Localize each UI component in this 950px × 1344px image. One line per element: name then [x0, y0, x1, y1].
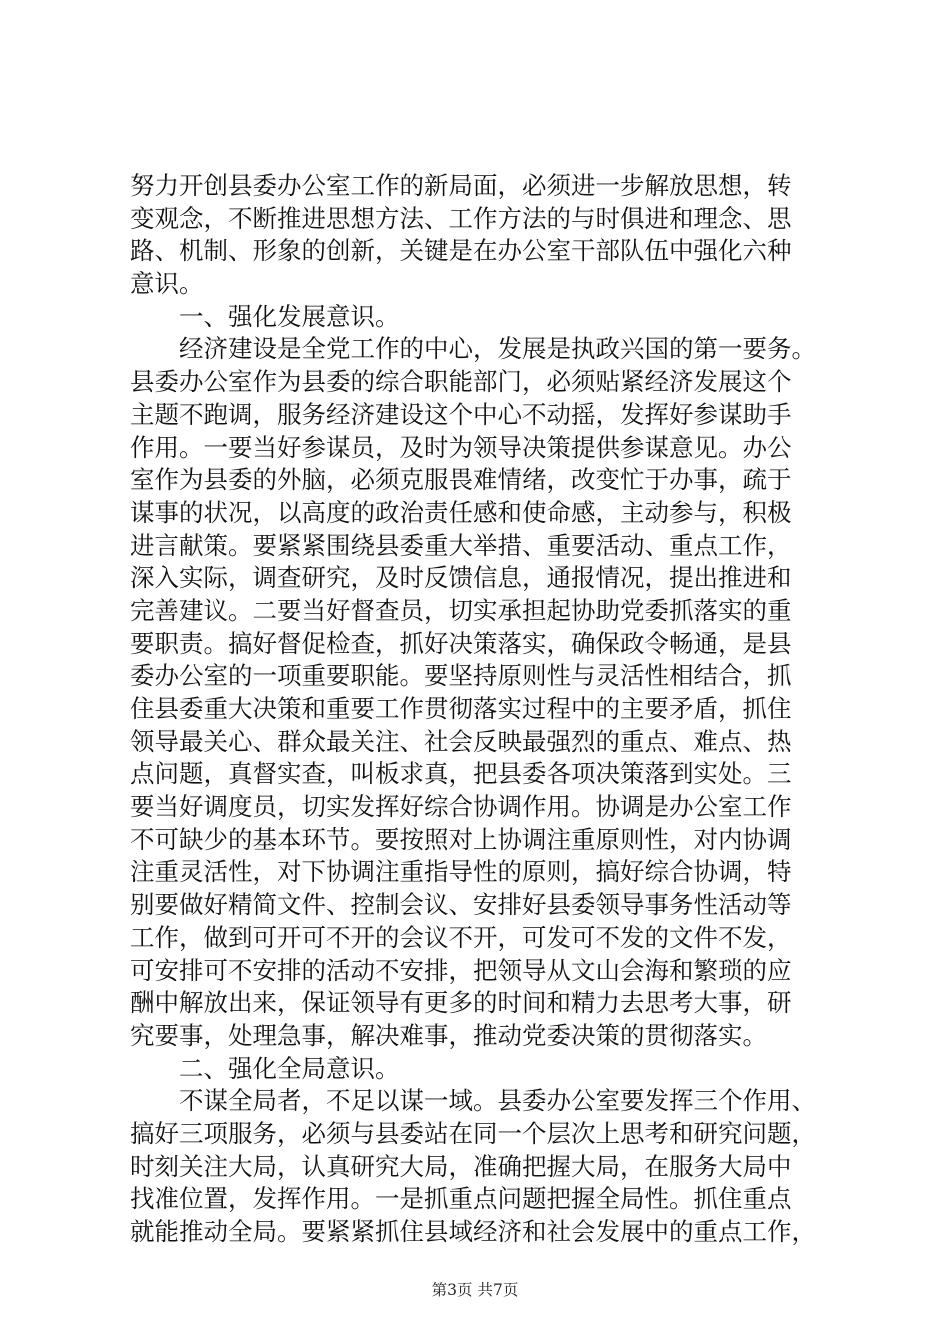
- document-body: [130, 170, 850, 1249]
- text-line: 时刻关注大局，认真研究大局，准确把握大局，在服务大局中: [130, 1151, 792, 1181]
- text-line: 可安排可不安排的活动不安排，把领导从文山会海和繁琐的应: [130, 955, 792, 985]
- text-line: 二、强化全局意识。: [179, 1053, 400, 1083]
- text-line: 点问题，真督实查，叫板求真，把县委各项决策落到实处。三: [130, 759, 792, 789]
- text-line: 经济建设是全党工作的中心，发展是执政兴国的第一要务。: [179, 334, 816, 364]
- text-line: 领导最关心、群众最关注、社会反映最强烈的重点、难点、热: [130, 726, 792, 756]
- text-line: 进言献策。要紧紧围绕县委重大举措、重要活动、重点工作，: [130, 530, 792, 560]
- text-line: 酬中解放出来，保证领导有更多的时间和精力去思考大事，研: [130, 988, 792, 1018]
- text-line: 作用。一要当好参谋员，及时为领导决策提供参谋意见。办公: [130, 432, 792, 462]
- text-line: 主题不跑调，服务经济建设这个中心不动摇，发挥好参谋助手: [130, 399, 792, 429]
- text-line: 工作，做到可开可不开的会议不开，可发可不发的文件不发，: [130, 922, 792, 952]
- text-line: 就能推动全局。要紧紧抓住县域经济和社会发展中的重点工作，: [130, 1217, 816, 1246]
- text-line: 意识。: [130, 269, 204, 299]
- text-line: 别要做好精简文件、控制会议、安排好县委领导事务性活动等: [130, 890, 792, 920]
- page-number-footer: 第3页 共7页: [431, 1281, 519, 1299]
- text-line: 一、强化发展意识。: [179, 301, 400, 331]
- text-line: 找准位置，发挥作用。一是抓重点问题把握全局性。抓住重点: [130, 1184, 792, 1214]
- text-line: 不可缺少的基本环节。要按照对上协调注重原则性，对内协调: [130, 824, 792, 854]
- text-line: 要职责。搞好督促检查，抓好决策落实，确保政令畅通，是县: [130, 628, 792, 658]
- text-line: 委办公室的一项重要职能。要坚持原则性与灵活性相结合，抓: [130, 661, 792, 691]
- text-line: 注重灵活性，对下协调注重指导性的原则，搞好综合协调，特: [130, 857, 792, 887]
- text-line: 路、机制、形象的创新，关键是在办公室干部队伍中强化六种: [130, 236, 792, 266]
- text-line: 县委办公室作为县委的综合职能部门，必须贴紧经济发展这个: [130, 367, 792, 397]
- text-line: 要当好调度员，切实发挥好综合协调作用。协调是办公室工作: [130, 792, 792, 822]
- text-line: 努力开创县委办公室工作的新局面，必须进一步解放思想，转: [130, 171, 792, 200]
- text-line: 搞好三项服务，必须与县委站在同一个层次上思考和研究问题，: [130, 1118, 816, 1148]
- text-line: 谋事的状况，以高度的政治责任感和使命感，主动参与，积极: [130, 497, 792, 527]
- text-line: 深入实际，调查研究，及时反馈信息，通报情况，提出推进和: [130, 563, 792, 593]
- text-line: 室作为县委的外脑，必须克服畏难情绪，改变忙于办事，疏于: [130, 465, 792, 495]
- text-line: 究要事，处理急事，解决难事，推动党委决策的贯彻落实。: [130, 1020, 767, 1050]
- text-line: 变观念，不断推进思想方法、工作方法的与时俱进和理念、思: [130, 203, 792, 233]
- text-line: 不谋全局者，不足以谋一域。县委办公室要发挥三个作用、: [179, 1086, 816, 1116]
- text-line: 完善建议。二要当好督查员，切实承担起协助党委抓落实的重: [130, 595, 792, 625]
- text-line: 住县委重大决策和重要工作贯彻落实过程中的主要矛盾，抓住: [130, 694, 792, 723]
